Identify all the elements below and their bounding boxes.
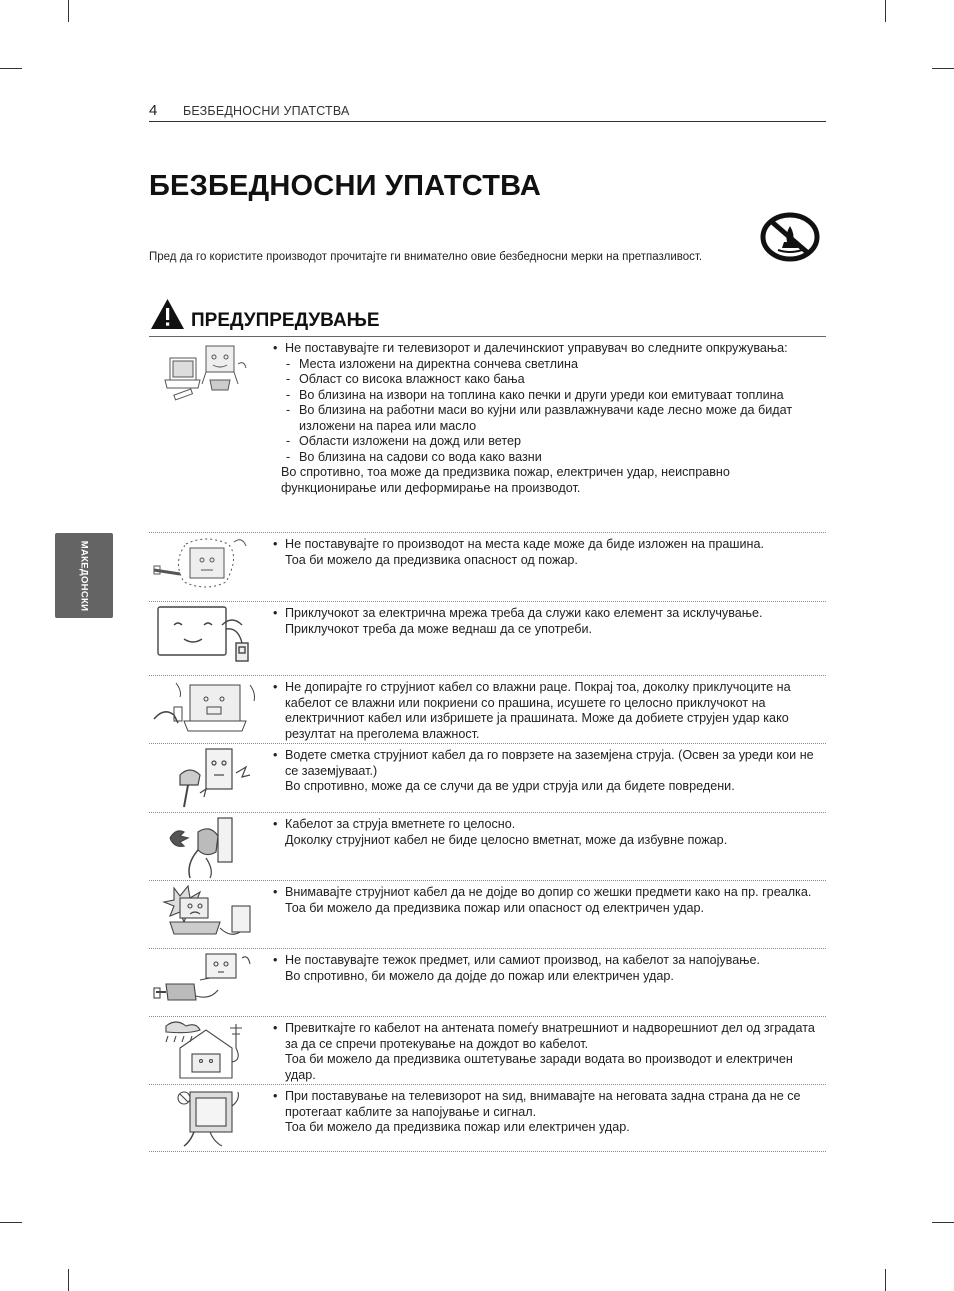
crop-mark <box>932 1222 954 1223</box>
crop-mark <box>885 1269 886 1291</box>
heavy-object-cord-illustration-icon <box>150 950 265 1016</box>
language-side-tab <box>55 533 113 618</box>
item-text <box>273 606 823 637</box>
item-text <box>273 817 823 848</box>
bullet-text: • Водете сметка струјниот кабел да го поврзете на заземјена струја. (Освен за уреди кои не се заземјуваат.) <box>273 748 823 779</box>
row-divider <box>149 812 826 813</box>
list-item <box>149 1018 826 1084</box>
bullet-text: • Внимавајте струјниот кабел да не дојде во допир со жешки предмети како на пр. греалка. <box>273 885 823 901</box>
list-item <box>149 745 826 811</box>
list-item <box>149 677 826 743</box>
page-number: 4 <box>149 102 158 119</box>
consequence-text: Во спротивно, тоа може да предизвика пожар, електричен удар, неисправно функционирање или деформирање на производот. <box>281 465 730 495</box>
row-divider <box>149 1016 826 1017</box>
warning-triangle-icon <box>150 298 185 330</box>
item-text <box>273 1021 823 1083</box>
item-text <box>273 748 823 795</box>
list-item <box>149 882 826 948</box>
consequence-text: Во спротивно, може да се случи да ве удри струја или да бидете повредени. <box>285 779 735 793</box>
consequence-text: Тоа би можело да предизвика опасност од пожар. <box>285 552 578 567</box>
table-top-rule <box>149 336 826 337</box>
running-header: БЕЗБЕДНОСНИ УПАТСТВА <box>183 104 350 118</box>
list-item <box>149 1086 826 1152</box>
item-text <box>273 341 823 496</box>
item-text <box>273 537 823 568</box>
cord-heater-illustration-icon <box>150 882 265 948</box>
list-item <box>149 338 826 530</box>
wall-mount-cables-illustration-icon <box>150 1086 265 1152</box>
consequence-text: Во спротивно, би можело да дојде до пожар или електричен удар. <box>285 968 674 983</box>
bullet-text: • Превиткајте го кабелот на антената помеѓу внатрешниот и надворешниот дел од зградата за да се спречи протекување на дождот во кабелот. <box>273 1021 823 1052</box>
list-item <box>149 603 826 673</box>
list-item <box>149 534 826 600</box>
crop-mark <box>68 1269 69 1291</box>
list-item <box>149 814 826 880</box>
item-text <box>273 885 823 916</box>
crop-mark <box>68 0 69 22</box>
row-divider <box>149 601 826 602</box>
page-title: БЕЗБЕДНОСНИ УПАТСТВА <box>149 170 541 202</box>
crop-mark <box>0 68 22 69</box>
crop-mark <box>932 68 954 69</box>
row-divider <box>149 675 826 676</box>
header-rule <box>149 121 826 122</box>
crop-mark <box>885 0 886 22</box>
side-tab-label: МАКЕДОНСКИ <box>78 540 90 611</box>
plug-insert-illustration-icon <box>150 814 265 880</box>
bullet-text: • При поставување на телевизорот на ѕид, внимавајте на неговата задна страна да не се протегаат каблите за напојување и сигнал. <box>273 1089 823 1120</box>
tv-plug-illustration-icon <box>150 603 265 671</box>
row-divider <box>149 532 826 533</box>
sub-item: - Област со висока влажност како бања <box>273 372 823 388</box>
row-divider <box>149 948 826 949</box>
sub-item: - Во близина на работни маси во кујни или развлажнувачи каде лесно може да бидат изложени на пареа или масло <box>273 403 823 434</box>
item-text <box>273 953 823 984</box>
grounded-outlet-illustration-icon <box>150 745 265 811</box>
item-text <box>273 1089 823 1136</box>
bullet-text: • Приклучокот за електрична мрежа треба да служи како елемент за исклучување. Приклучокот треба да може веднаш да се употреби. <box>273 606 823 637</box>
sub-item: - Области изложени на дожд или ветер <box>273 434 823 450</box>
consequence-text: Тоа би можело да предизвика оштетување заради водата во производот и електричен удар. <box>285 1052 793 1082</box>
consequence-text: Доколку струјниот кабел не биде целосно вметнат, може да избувне пожар. <box>285 832 728 847</box>
sub-item: - Во близина на извори на топлина како печки и други уреди кои емитуваат топлина <box>273 388 823 404</box>
row-divider <box>149 1084 826 1085</box>
wet-hands-illustration-icon <box>150 677 265 743</box>
list-item <box>149 950 826 1016</box>
item-text <box>273 680 823 742</box>
tv-dust-illustration-icon <box>150 534 265 600</box>
bullet-text: • Не допирајте го струјниот кабел со влажни раце. Покрај тоа, доколку приклучоците на кабелот се влажни или покриени со прашина, исушете го целосно приклучокот на електричниот кабел или избришете ја прашината. Може да добиете струјен удар како резултат на преголема влажност. <box>273 680 823 742</box>
bullet-text: • Не поставувајте го производот на места каде може да биде изложен на прашина. <box>273 537 823 553</box>
bullet-text: • Не поставувајте ги телевизорот и далечинскиот управувач во следните опкружувања: <box>273 341 823 357</box>
consequence-text: Тоа би можело да предизвика пожар или електричен удар. <box>285 1120 630 1134</box>
sub-item: - Места изложени на директна сончева светлина <box>273 357 823 373</box>
row-divider <box>149 880 826 881</box>
crop-mark <box>0 1222 22 1223</box>
consequence-text: Тоа би можело да предизвика пожар или опасност од електричен удар. <box>285 900 704 915</box>
tv-environment-illustration-icon <box>150 340 265 406</box>
row-divider <box>149 743 826 744</box>
bullet-text: • Кабелот за струја вметнете го целосно. <box>273 817 823 833</box>
no-water-symbol-icon <box>760 212 820 262</box>
sub-item: - Во близина на садови со вода како вазни <box>273 450 823 466</box>
bullet-text: • Не поставувајте тежок предмет, или самиот производ, на кабелот за напојување. <box>273 953 823 969</box>
intro-text: Пред да го користите производот прочитајте ги внимателно овие безбедносни мерки на претпазливост. <box>149 251 703 263</box>
antenna-cable-rain-illustration-icon <box>150 1018 265 1084</box>
row-divider <box>149 1151 826 1152</box>
warning-heading: ПРЕДУПРЕДУВАЊЕ <box>191 310 380 331</box>
